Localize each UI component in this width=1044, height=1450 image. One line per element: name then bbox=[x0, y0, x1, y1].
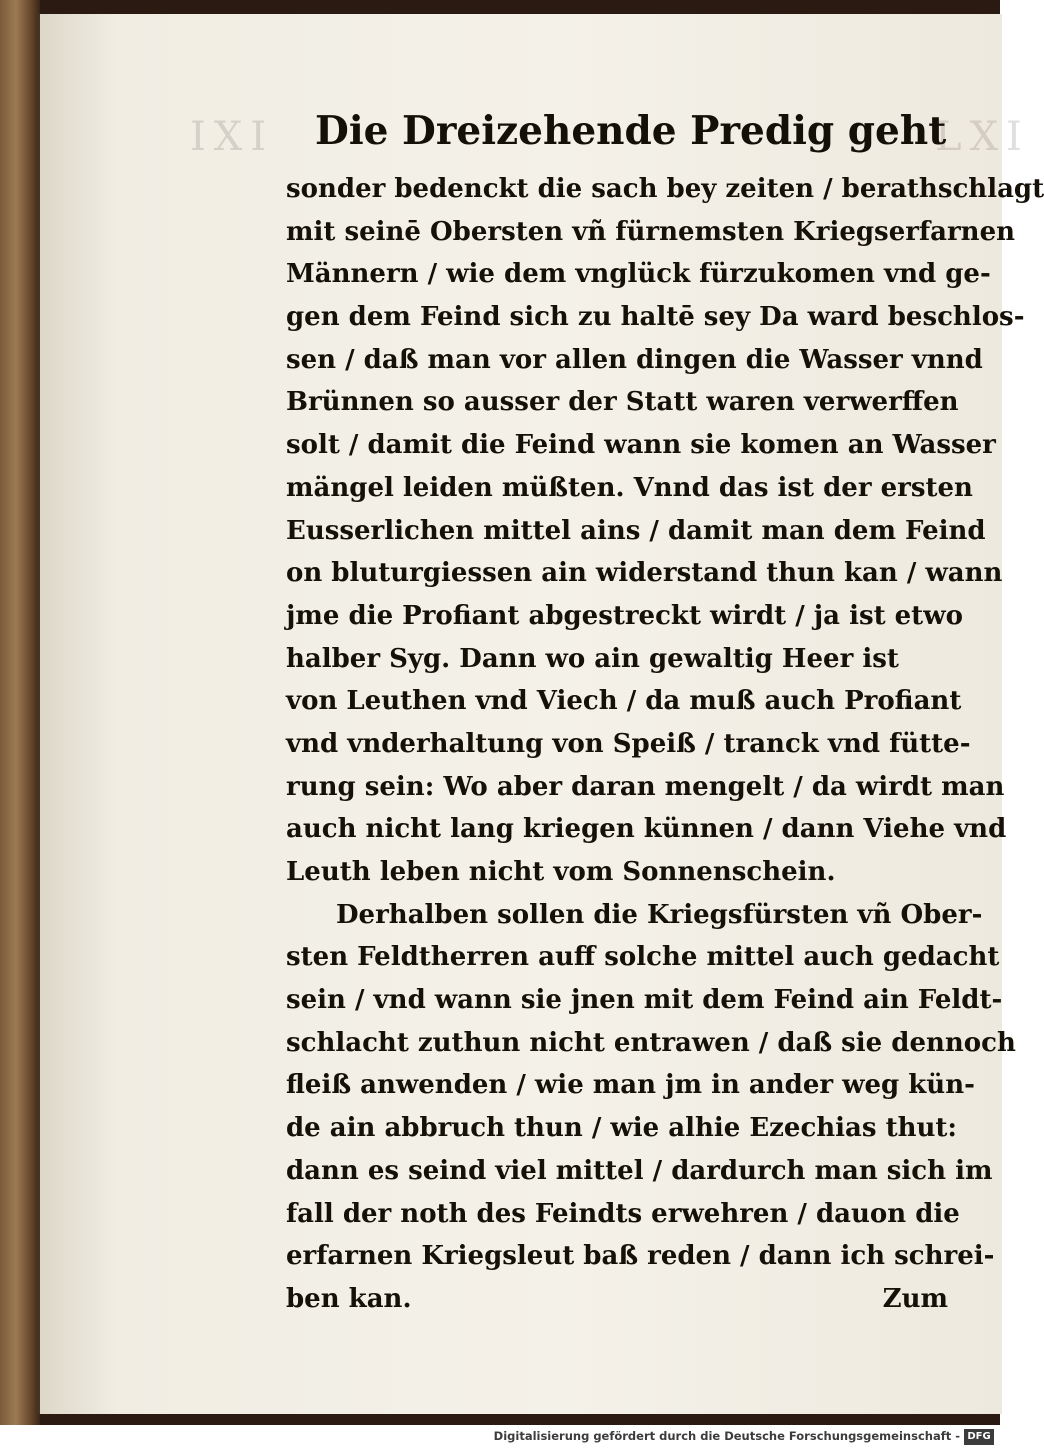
footer-bar bbox=[0, 1425, 1000, 1450]
text-line: mit seinē Obersten vñ fürnemsten Kriegserfarnen bbox=[286, 216, 1016, 247]
text-line: sein / vnd wann sie jnen mit dem Feind ain Feldt- bbox=[286, 985, 1003, 1016]
text-line: erfarnen Kriegsleut baß reden / dann ich schrei- bbox=[286, 1241, 995, 1272]
text-line: Leuth leben nicht vom Sonnenschein. bbox=[286, 857, 836, 887]
text-line: on bluturgiessen ain widerstand thun kan / wann bbox=[286, 558, 1003, 589]
text-line: Brünnen so ausser der Statt waren verwerffen bbox=[286, 387, 959, 418]
text-line: de ain abbruch thun / wie alhie Ezechias thut: bbox=[286, 1113, 958, 1144]
paragraph-start-line: Derhalben sollen die Kriegsfürsten vñ Ober- bbox=[336, 899, 983, 930]
text-line: sten Feldtherren auff solche mittel auch gedacht bbox=[286, 942, 1000, 973]
catchword: Zum bbox=[882, 1283, 948, 1314]
text-line: schlacht zuthun nicht entrawen / daß sie dennoch bbox=[286, 1027, 1016, 1058]
funding-notice: Digitalisierung gefördert durch die Deutsche Forschungsgemeinschaft - bbox=[493, 1429, 960, 1443]
text-line: sen / daß man vor allen dingen die Wasser vnnd bbox=[286, 344, 983, 375]
text-line: rung sein: Wo aber daran mengelt / da wirdt man bbox=[286, 771, 1005, 802]
page-heading: Die Dreizehende Predig geht bbox=[315, 108, 947, 154]
text-line: Männern / wie dem vnglück fürzukomen vnd ge- bbox=[286, 259, 991, 290]
text-line: fleiß anwenden / wie man jm in ander weg kün- bbox=[286, 1070, 975, 1101]
text-line: fall der noth des Feindts erwehren / dauon die bbox=[286, 1198, 960, 1229]
dfg-logo: DFG bbox=[964, 1429, 994, 1445]
text-line: dann es seind viel mittel / dardurch man sich im bbox=[286, 1155, 993, 1186]
text-line: auch nicht lang kriegen künnen / dann Viehe vnd bbox=[286, 814, 1007, 845]
text-line: ben kan. bbox=[286, 1283, 412, 1314]
text-line: solt / damit die Feind wann sie komen an Wasser bbox=[286, 430, 996, 461]
text-line: mängel leiden müßten. Vnnd das ist der ersten bbox=[286, 472, 973, 503]
text-line: gen dem Feind sich zu haltē sey Da ward beschlos- bbox=[286, 302, 1025, 333]
book-spine-edge bbox=[0, 0, 40, 1425]
text-line: Eusserlichen mittel ains / damit man dem Feind bbox=[286, 515, 986, 546]
last-line-row bbox=[286, 1278, 976, 1321]
text-line: halber Syg. Dann wo ain gewaltig Heer ist bbox=[286, 643, 899, 674]
bleed-through-folio-right: LXI bbox=[935, 114, 1030, 160]
text-line: sonder bedenckt die sach bey zeiten / berathschlagt bbox=[286, 174, 1044, 204]
text-line: jme die Profiant abgestreckt wirdt / ja ist etwo bbox=[286, 600, 963, 631]
text-line: von Leuthen vnd Viech / da muß auch Profiant bbox=[286, 686, 962, 717]
text-line: vnd vnderhaltung von Speiß / tranck vnd fütte- bbox=[286, 728, 971, 759]
body-text bbox=[286, 168, 1044, 1321]
bleed-through-folio-left: IXI bbox=[190, 114, 275, 160]
